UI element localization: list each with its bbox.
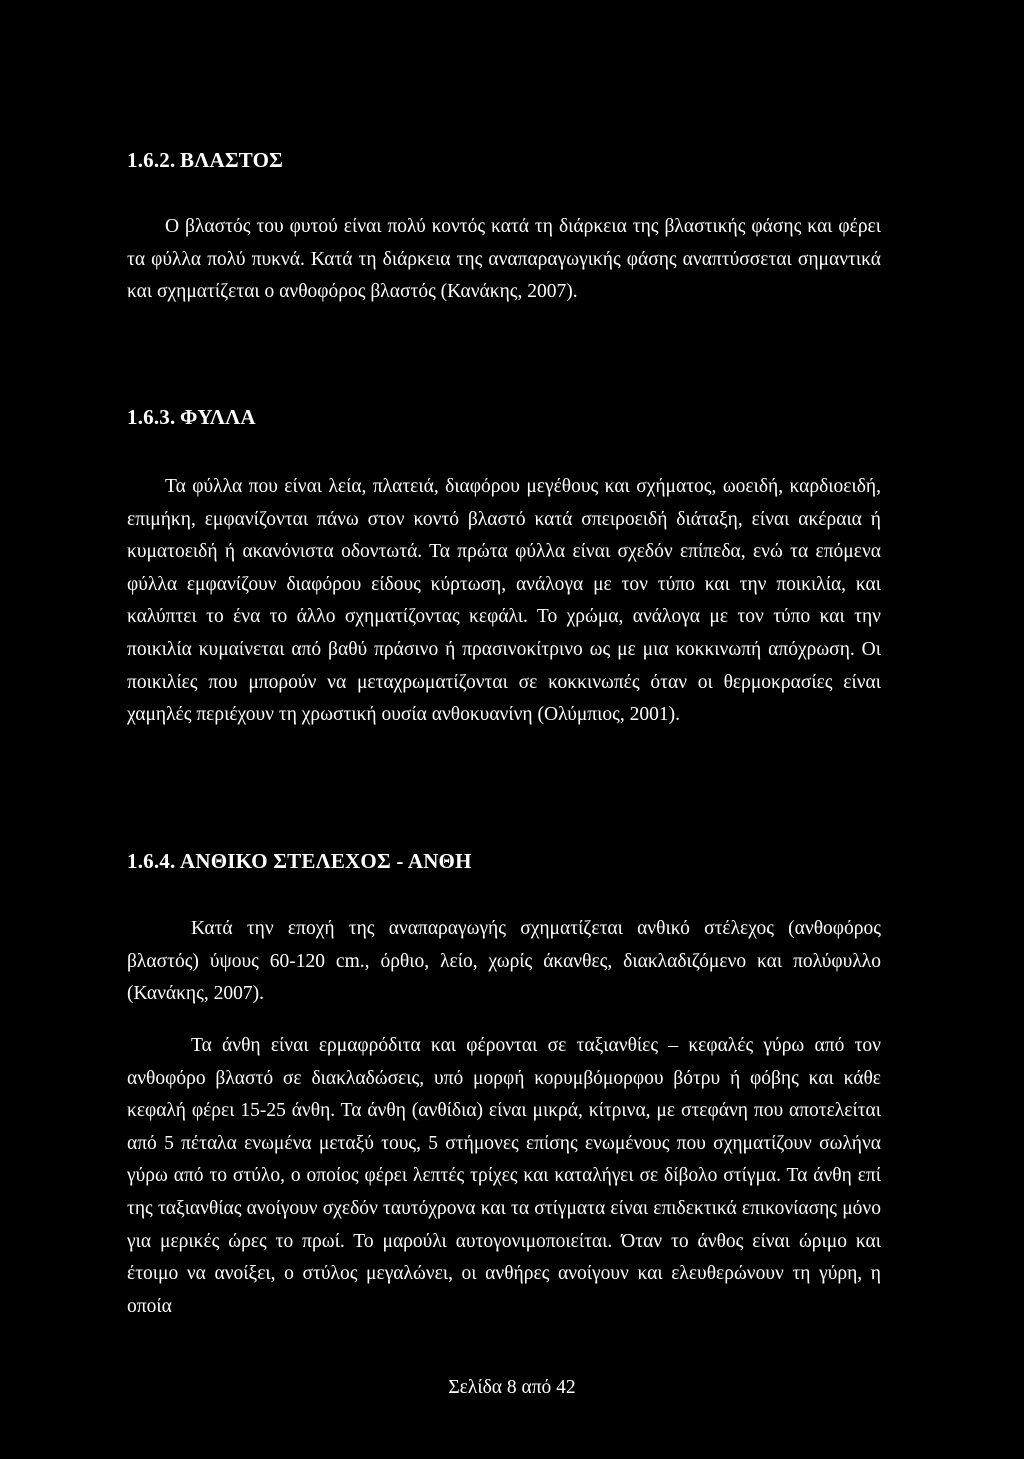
paragraph-leaves: Τα φύλλα που είναι λεία, πλατειά, διαφόρου μεγέθους και σχήματος, ωοειδή, καρδιοειδή, επιμήκη, εμφανίζονται πάνω στον κοντό βλαστό κατά σπειροειδή διάταξη, είναι ακέραια ή κυματοειδή ή ακανόνιστα οδοντωτά. Τα πρώτα φύλλα είναι σχεδόν επίπεδα, ενώ τα επόμενα φύλλα εμφανίζουν διαφόρου είδους κύρτωση, ανάλογα με τον τύπο και την ποικιλία, και καλύπτει το ένα το άλλο σχηματίζοντας κεφάλι. Το χρώμα, ανάλογα με τον τύπο και την ποικιλία κυμαίνεται από βαθύ πράσινο ή πρασινοκίτρινο ως με μια κοκκινωπή απόχρωση. Οι ποικιλίες που μπορούν να μεταχρωματίζονται σε κοκκινωπές όταν οι θερμοκρασίες είναι χαμηλές περιέχουν τη χρωστική ουσία ανθοκυανίνη (Ολύμπιος, 2001). (127, 476, 881, 726)
section-heading-stem (127, 148, 283, 173)
section-heading-leaves (127, 405, 256, 430)
section-title: ΦΥΛΛΑ (180, 405, 256, 429)
section-number: 1.6.3. (127, 405, 176, 429)
section-number: 1.6.4. (127, 849, 176, 873)
section-number: 1.6.2. (127, 148, 176, 172)
section-heading-flower-stalk (127, 849, 472, 874)
paragraph-flower-stalk: Κατά την εποχή της αναπαραγωγής σχηματίζεται ανθικό στέλεχος (ανθοφόρος βλαστός) ύψους 60-120 cm., όρθιο, λείο, χωρίς άκανθες, διακλαδιζόμενο και πολύφυλλο (Κανάκης, 2007). (127, 918, 881, 1005)
paragraph-flowers: Τα άνθη είναι ερμαφρόδιτα και φέρονται σε ταξιανθίες – κεφαλές γύρω από τον ανθοφόρο βλαστό σε διακλαδώσεις, υπό μορφή κορυμβόμορφου βότρυ ή φόβης και κάθε κεφαλή φέρει 15-25 άνθη. Τα άνθη (ανθίδια) είναι μικρά, κίτρινα, με στεφάνη που αποτελείται από 5 πέταλα ενωμένα μεταξύ τους, 5 στήμονες επίσης ενωμένους που σχηματίζουν σωλήνα γύρω από το στύλο, ο οποίος φέρει λεπτές τρίχες και καταλήγει σε δίβολο στίγμα. Τα άνθη επί της ταξιανθίας ανοίγουν σχεδόν ταυτόχρονα και τα στίγματα είναι επιδεκτικά επικονίασης μόνο για μερικές ώρες το πρωί. Το μαρούλι αυτογονιμοποιείται. Όταν το άνθος είναι ώριμο και έτοιμο να ανοίξει, ο στύλος μεγαλώνει, οι ανθήρες ανοίγουν και ελευθερώνουν τη γύρη, η οποία (127, 1035, 881, 1317)
section-title: ΑΝΘΙΚΟ ΣΤΕΛΕΧΟΣ - ΑΝΘΗ (180, 849, 472, 873)
page-footer: Σελίδα 8 από 42 (448, 1377, 576, 1398)
paragraph-stem: Ο βλαστός του φυτού είναι πολύ κοντός κατά τη διάρκεια της βλαστικής φάσης και φέρει τα φύλλα πολύ πυκνά. Κατά τη διάρκεια της αναπαραγωγικής φάσης αναπτύσσεται σημαντικά και σχηματίζεται ο ανθοφόρος βλαστός (Κανάκης, 2007). (127, 216, 881, 303)
section-title: ΒΛΑΣΤΟΣ (180, 148, 284, 172)
